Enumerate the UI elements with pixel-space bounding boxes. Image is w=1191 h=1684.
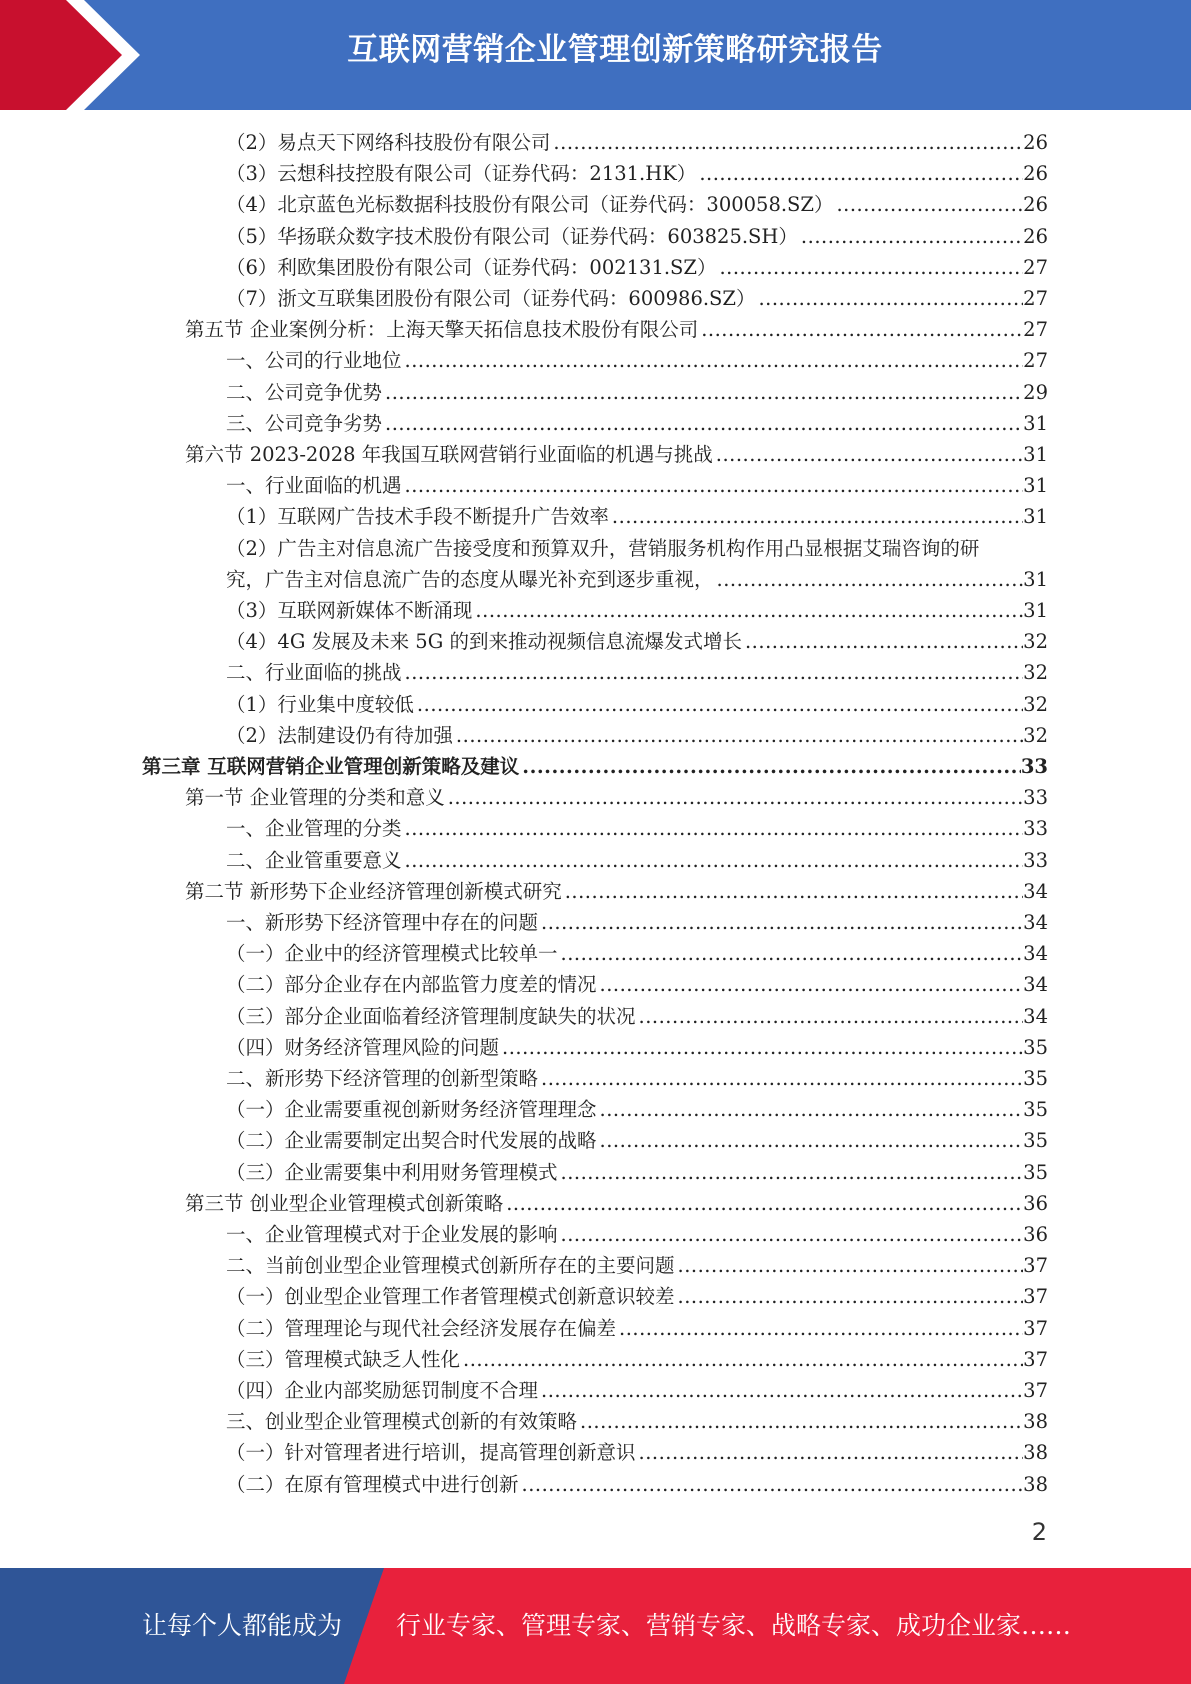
toc-entry[interactable] — [226, 1313, 1048, 1344]
toc-entry-text: （四）企业内部奖励惩罚制度不合理 — [226, 1379, 539, 1402]
toc-page-number: 35 — [1023, 1098, 1048, 1122]
toc-page-number: 31 — [1023, 411, 1048, 435]
toc-entry-text: （二）部分企业存在内部监管力度差的情况 — [226, 973, 597, 997]
toc-entry[interactable] — [226, 1344, 1048, 1375]
toc-entry[interactable] — [226, 283, 1048, 314]
toc-entry[interactable] — [226, 938, 1048, 969]
toc-leader-dots — [699, 158, 1023, 189]
toc-leader-dots — [801, 221, 1023, 252]
toc-entry[interactable] — [226, 1375, 1048, 1406]
page-footer — [0, 1568, 1191, 1684]
toc-page-number: 34 — [1023, 973, 1048, 997]
toc-page-number: 38 — [1023, 1472, 1048, 1496]
toc-entry[interactable] — [226, 1437, 1048, 1468]
toc-entry[interactable] — [226, 470, 1048, 501]
toc-page-number: 31 — [1023, 599, 1048, 622]
toc-entry-text: 二、企业管重要意义 — [226, 848, 402, 872]
toc-page-number: 34 — [1023, 911, 1048, 934]
toc-page-number: 38 — [1023, 1410, 1048, 1434]
toc-entry[interactable] — [226, 158, 1048, 189]
toc-entry[interactable] — [226, 564, 1048, 595]
toc-entry-text: （三）部分企业面临着经济管理制度缺失的状况 — [226, 1004, 636, 1028]
toc-page-number: 37 — [1023, 1316, 1048, 1340]
toc-entry[interactable] — [226, 626, 1048, 657]
toc-page-number: 38 — [1023, 1441, 1048, 1465]
toc-entry[interactable] — [226, 1157, 1048, 1188]
toc-entry[interactable] — [226, 1406, 1048, 1437]
toc-page-number: 26 — [1023, 193, 1048, 217]
toc-leader-dots — [701, 314, 1023, 345]
toc-page-number: 37 — [1023, 1285, 1048, 1309]
toc-entry-text: 二、当前创业型企业管理模式创新所存在的主要问题 — [226, 1254, 675, 1278]
page-number: 2 — [1031, 1518, 1047, 1546]
toc-page-number: 32 — [1023, 723, 1048, 747]
toc-leader-dots — [561, 938, 1024, 969]
toc-chapter-entry[interactable] — [142, 751, 1048, 782]
toc-entry[interactable] — [226, 221, 1048, 252]
toc-leader-dots — [541, 907, 1023, 938]
toc-entry[interactable] — [226, 845, 1048, 876]
toc-leader-dots — [612, 501, 1023, 532]
toc-entry-text: 一、企业管理的分类 — [226, 817, 402, 841]
toc-page-number: 26 — [1023, 224, 1048, 248]
toc-entry[interactable] — [226, 1219, 1048, 1250]
toc-entry[interactable] — [185, 782, 1048, 813]
toc-entry[interactable] — [226, 1125, 1048, 1156]
toc-page-number: 35 — [1023, 1067, 1048, 1090]
toc-entry-text: 第二节 新形势下企业经济管理创新模式研究 — [185, 879, 562, 903]
toc-leader-dots — [678, 1281, 1024, 1312]
toc-page-number: 26 — [1023, 162, 1048, 186]
toc-leader-dots — [405, 345, 1024, 376]
toc-entry-text: （一）针对管理者进行培训，提高管理创新意识 — [226, 1441, 636, 1465]
footer-slogan-right: 行业专家、管理专家、营销专家、战略专家、成功企业家…… — [396, 1611, 1072, 1640]
toc-page-number: 34 — [1023, 942, 1048, 966]
toc-entry[interactable] — [226, 1063, 1048, 1094]
toc-entry[interactable] — [185, 314, 1048, 345]
toc-page-number: 35 — [1023, 1035, 1048, 1059]
toc-leader-dots — [717, 564, 1024, 595]
toc-leader-dots — [417, 689, 1023, 720]
toc-page-number: 26 — [1023, 131, 1048, 154]
toc-entry-text: （1）互联网广告技术手段不断提升广告效率 — [226, 505, 609, 529]
toc-leader-dots — [836, 189, 1023, 220]
toc-page-number: 33 — [1023, 848, 1048, 872]
toc-entry-text: 第三节 创业型企业管理模式创新策略 — [185, 1191, 504, 1215]
toc-leader-dots — [522, 751, 1021, 782]
toc-entry[interactable] — [226, 720, 1048, 751]
toc-entry-text: （5）华扬联众数字技术股份有限公司（证券代码：603825.SH） — [226, 224, 798, 248]
toc-leader-dots — [405, 470, 1024, 501]
toc-page-number: 31 — [1023, 443, 1048, 466]
toc-entry-text: 一、新形势下经济管理中存在的问题 — [226, 911, 539, 934]
toc-entry-text: 二、新形势下经济管理的创新型策略 — [226, 1067, 539, 1090]
toc-entry-text: 一、企业管理模式对于企业发展的影响 — [226, 1223, 558, 1246]
toc-entry[interactable] — [226, 813, 1048, 844]
toc-entry[interactable] — [185, 1188, 1048, 1219]
toc-leader-dots — [716, 439, 1023, 470]
toc-entry-text: 三、公司竞争劣势 — [226, 411, 383, 435]
toc-entry-text: （二）管理理论与现代社会经济发展存在偏差 — [226, 1316, 617, 1340]
toc-page-number: 32 — [1023, 630, 1048, 654]
toc-entry-text: （一）企业需要重视创新财务经济管理理念 — [226, 1098, 597, 1122]
toc-leader-dots — [561, 1219, 1024, 1250]
toc-entry-text: （一）创业型企业管理工作者管理模式创新意识较差 — [226, 1285, 675, 1309]
toc-entry[interactable] — [226, 657, 1048, 688]
toc-entry-text: （2）法制建设仍有待加强 — [226, 723, 453, 747]
toc-leader-dots — [565, 876, 1023, 907]
toc-entry[interactable] — [226, 595, 1048, 626]
toc-entry[interactable] — [226, 127, 1048, 158]
toc-leader-dots — [475, 595, 1023, 626]
toc-page-number: 31 — [1023, 474, 1048, 498]
toc-entry[interactable] — [226, 501, 1048, 532]
toc-entry-text: （一）企业中的经济管理模式比较单一 — [226, 942, 558, 966]
toc-entry[interactable] — [226, 1032, 1048, 1063]
toc-leader-dots — [600, 1094, 1024, 1125]
toc-entry[interactable] — [226, 252, 1048, 283]
toc-leader-dots — [405, 845, 1024, 876]
toc-entry-text: 二、行业面临的挑战 — [226, 661, 402, 685]
toc-leader-dots — [600, 1125, 1024, 1156]
toc-page-number: 33 — [1023, 817, 1048, 841]
toc-page-number: 31 — [1023, 505, 1048, 529]
toc-entry[interactable] — [226, 1281, 1048, 1312]
toc-leader-dots — [502, 1032, 1023, 1063]
toc-page-number: 33 — [1023, 786, 1048, 810]
header-arrow-decoration — [0, 0, 150, 110]
toc-page-number: 35 — [1023, 1160, 1048, 1184]
toc-entry[interactable] — [226, 1001, 1048, 1032]
toc-page-number: 27 — [1023, 287, 1048, 310]
toc-page-number: 32 — [1023, 692, 1048, 716]
toc-entry[interactable] — [226, 1250, 1048, 1281]
toc-page-number: 32 — [1023, 661, 1048, 685]
toc-page-number: 29 — [1023, 380, 1048, 404]
toc-page-number: 27 — [1023, 255, 1048, 279]
toc-page-number: 27 — [1023, 349, 1048, 373]
toc-entry[interactable] — [185, 439, 1048, 470]
toc-entry[interactable] — [226, 689, 1048, 720]
toc-leader-dots — [678, 1250, 1024, 1281]
toc-entry-text: （三）企业需要集中利用财务管理模式 — [226, 1160, 558, 1184]
toc-leader-dots — [639, 1001, 1024, 1032]
toc-leader-dots — [506, 1188, 1023, 1219]
toc-page-number: 36 — [1023, 1191, 1048, 1215]
toc-entry-text: （6）利欧集团股份有限公司（证券代码：002131.SZ） — [226, 255, 717, 279]
toc-entry[interactable] — [226, 189, 1048, 220]
toc-page-number: 31 — [1023, 567, 1048, 591]
toc-entry-text: （4）北京蓝色光标数据科技股份有限公司（证券代码：300058.SZ） — [226, 193, 834, 217]
toc-leader-dots — [541, 1375, 1023, 1406]
toc-entry-text: 三、创业型企业管理模式创新的有效策略 — [226, 1410, 578, 1434]
toc-entry-text: 究，广告主对信息流广告的态度从曝光补充到逐步重视， — [226, 567, 714, 591]
toc-entry-text: （1）行业集中度较低 — [226, 692, 414, 716]
toc-entry[interactable] — [226, 1094, 1048, 1125]
toc-entry-text: （3）云想科技控股有限公司（证券代码：2131.HK） — [226, 162, 697, 186]
toc-leader-dots — [541, 1063, 1023, 1094]
toc-page-number: 27 — [1023, 318, 1048, 342]
toc-leader-dots — [456, 720, 1023, 751]
toc-entry-text: （3）互联网新媒体不断涌现 — [226, 599, 473, 622]
toc-leader-dots — [758, 283, 1023, 314]
toc-entry-text: （二）在原有管理模式中进行创新 — [226, 1472, 519, 1496]
toc-entry-text: （二）企业需要制定出契合时代发展的战略 — [226, 1129, 597, 1153]
toc-page-number: 33 — [1020, 755, 1048, 778]
toc-leader-dots — [405, 657, 1024, 688]
toc-entry-text: 第五节 企业案例分析：上海天擎天拓信息技术股份有限公司 — [185, 318, 699, 342]
toc-page-number: 37 — [1023, 1254, 1048, 1278]
toc-leader-dots — [463, 1344, 1023, 1375]
toc-entry-text: （四）财务经济管理风险的问题 — [226, 1035, 500, 1059]
toc-page-number: 37 — [1023, 1347, 1048, 1371]
toc-entry[interactable] — [226, 345, 1048, 376]
toc-entry-text: 第六节 2023-2028 年我国互联网营销行业面临的机遇与挑战 — [185, 443, 713, 466]
toc-leader-dots — [745, 626, 1023, 657]
page-header — [0, 0, 1191, 110]
toc-leader-dots — [600, 969, 1024, 1000]
toc-page-number: 35 — [1023, 1129, 1048, 1153]
toc-leader-dots — [719, 252, 1023, 283]
toc-leader-dots — [385, 377, 1023, 408]
toc-leader-dots — [522, 1469, 1024, 1500]
toc-entry[interactable] — [226, 377, 1048, 408]
toc-page-number: 34 — [1023, 1004, 1048, 1028]
footer-slogan-left: 让每个人都能成为 — [142, 1611, 343, 1640]
toc-entry-text: 一、行业面临的机遇 — [226, 474, 402, 498]
toc-page-number: 37 — [1023, 1379, 1048, 1402]
toc-entry-text: （三）管理模式缺乏人性化 — [226, 1347, 461, 1371]
toc-entry[interactable] — [226, 408, 1048, 439]
toc-leader-dots — [561, 1157, 1024, 1188]
toc-page-number: 34 — [1023, 879, 1048, 903]
toc-entry-text: 第三章 互联网营销企业管理创新策略及建议 — [142, 755, 520, 778]
toc-entry-text: （4）4G 发展及未来 5G 的到来推动视频信息流爆发式增长 — [226, 630, 742, 654]
toc-leader-dots — [448, 782, 1023, 813]
toc-leader-dots — [639, 1437, 1024, 1468]
toc-leader-dots — [619, 1313, 1023, 1344]
toc-leader-dots — [385, 408, 1023, 439]
toc-entry-text: 二、公司竞争优势 — [226, 380, 383, 404]
toc-leader-dots — [580, 1406, 1023, 1437]
toc-entry-text: 第一节 企业管理的分类和意义 — [185, 786, 445, 810]
toc-entry-text: （2）易点天下网络科技股份有限公司 — [226, 131, 551, 154]
toc-entry[interactable] — [226, 1469, 1048, 1500]
toc-entry[interactable] — [185, 876, 1048, 907]
toc-leader-dots — [553, 127, 1023, 158]
toc-entry-text: （7）浙文互联集团股份有限公司（证券代码：600986.SZ） — [226, 287, 756, 310]
toc-entry[interactable] — [226, 969, 1048, 1000]
report-title: 互联网营销企业管理创新策略研究报告 — [347, 32, 883, 68]
toc-leader-dots — [405, 813, 1024, 844]
toc-entry-text[interactable]: （2）广告主对信息流广告接受度和预算双升，营销服务机构作用凸显根据艾瑞咨询的研 — [226, 536, 980, 560]
toc-page-number: 36 — [1023, 1223, 1048, 1246]
toc-entry-text: 一、公司的行业地位 — [226, 349, 402, 373]
toc-entry[interactable] — [226, 907, 1048, 938]
